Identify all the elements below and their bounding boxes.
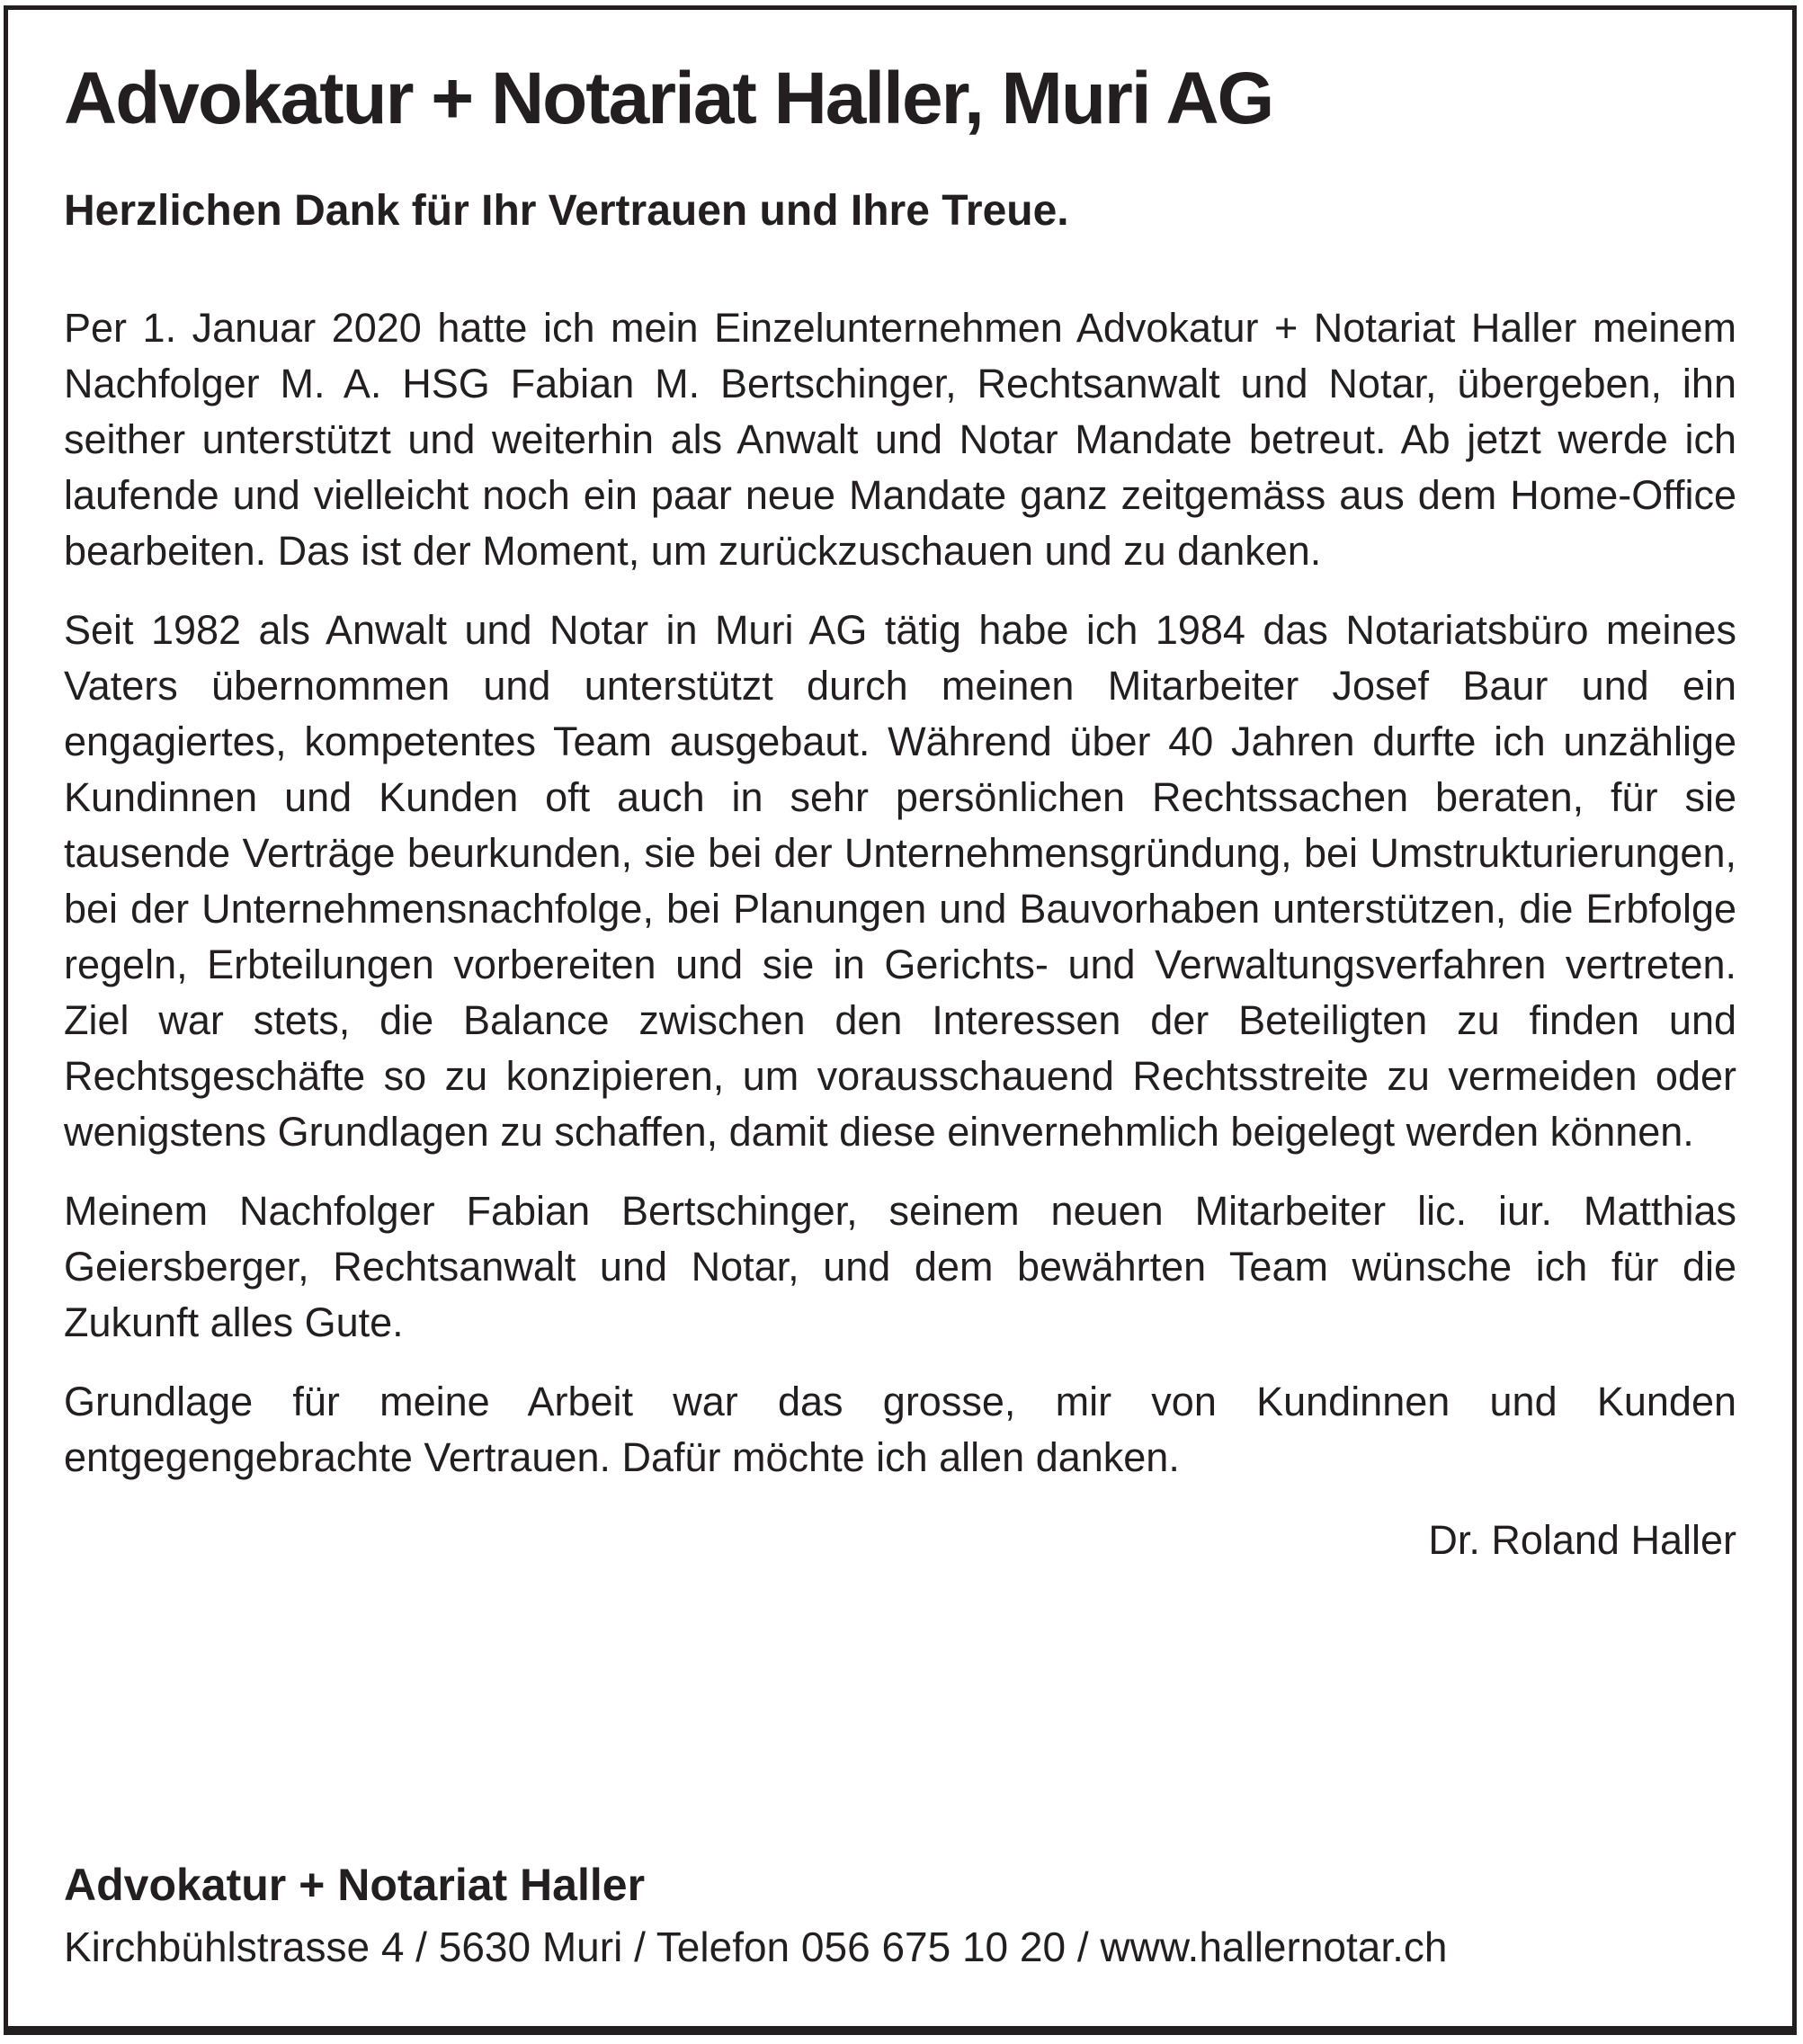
paragraph-handover: Per 1. Januar 2020 hatte ich mein Einzelunternehmen Advokatur + Notariat Haller meinem Nachfolger M. A. HSG Fabian M. Bertschinger, Rechtsanwalt und Notar, übergeben, ihn seither unterstützt und weiterhin als Anwalt und Notar Mandate betreut. Ab jetzt werde ich laufende und vielleicht noch ein paar neue Mandate ganz zeitgemäss aus dem Home-Office bearbeiten. Das ist der Moment, um zurückzuschauen und zu danken.	[64, 305, 1736, 575]
ad-subtitle: Herzlichen Dank für Ihr Vertrauen und Ihre Treue.	[64, 187, 1069, 236]
ad-title: Advokatur + Notariat Haller, Muri AG	[64, 58, 1273, 139]
paragraph-career: Seit 1982 als Anwalt und Notar in Muri AG tätig habe ich 1984 das Notariatsbüro meines Vaters übernommen und unterstützt durch meinen Mitarbeiter Josef Baur und ein engagiertes, kompetentes Team ausgebaut. Während über 40 Jahren durfte ich unzählige Kundinnen und Kunden oft auch in sehr persönlichen Rechtssachen beraten, für sie tausende Verträge beurkunden, sie bei der Unternehmensgründung, bei Umstrukturierungen, bei der Unternehmensnachfolge, bei Planungen und Bauvorhaben unterstützen, die Erbfolge regeln, Erbteilungen vorbereiten und sie in Gerichts- und Verwaltungsverfahren vertreten. Ziel war stets, die Balance zwischen den Interessen der Beteiligten zu finden und Rechtsgeschäfte so zu konzipieren, um vorausschauend Rechtsstreite zu vermeiden oder wenigstens Grundlagen zu schaffen, damit diese einvernehmlich beigelegt werden können.	[64, 607, 1736, 1156]
paragraph-wishes: Meinem Nachfolger Fabian Bertschinger, seinem neuen Mitarbeiter lic. iur. Matthias Geiersberger, Rechtsanwalt und Notar, und dem bewährten Team wünsche ich für die Zukunft alles Gute.	[64, 1188, 1736, 1346]
footer-address-line: Kirchbühlstrasse 4 / 5630 Muri / Telefon 056 675 10 20 / www.hallernotar.ch	[64, 1923, 1448, 1970]
footer-firm-name: Advokatur + Notariat Haller	[64, 1859, 646, 1910]
signature: Dr. Roland Haller	[1428, 1517, 1736, 1564]
paragraph-thanks: Grundlage für meine Arbeit war das grosse, mir von Kundinnen und Kunden entgegengebrachte Vertrauen. Dafür möchte ich allen danken.	[64, 1379, 1736, 1481]
ad-border-box	[4, 5, 1797, 2035]
footer	[64, 1861, 1736, 1972]
